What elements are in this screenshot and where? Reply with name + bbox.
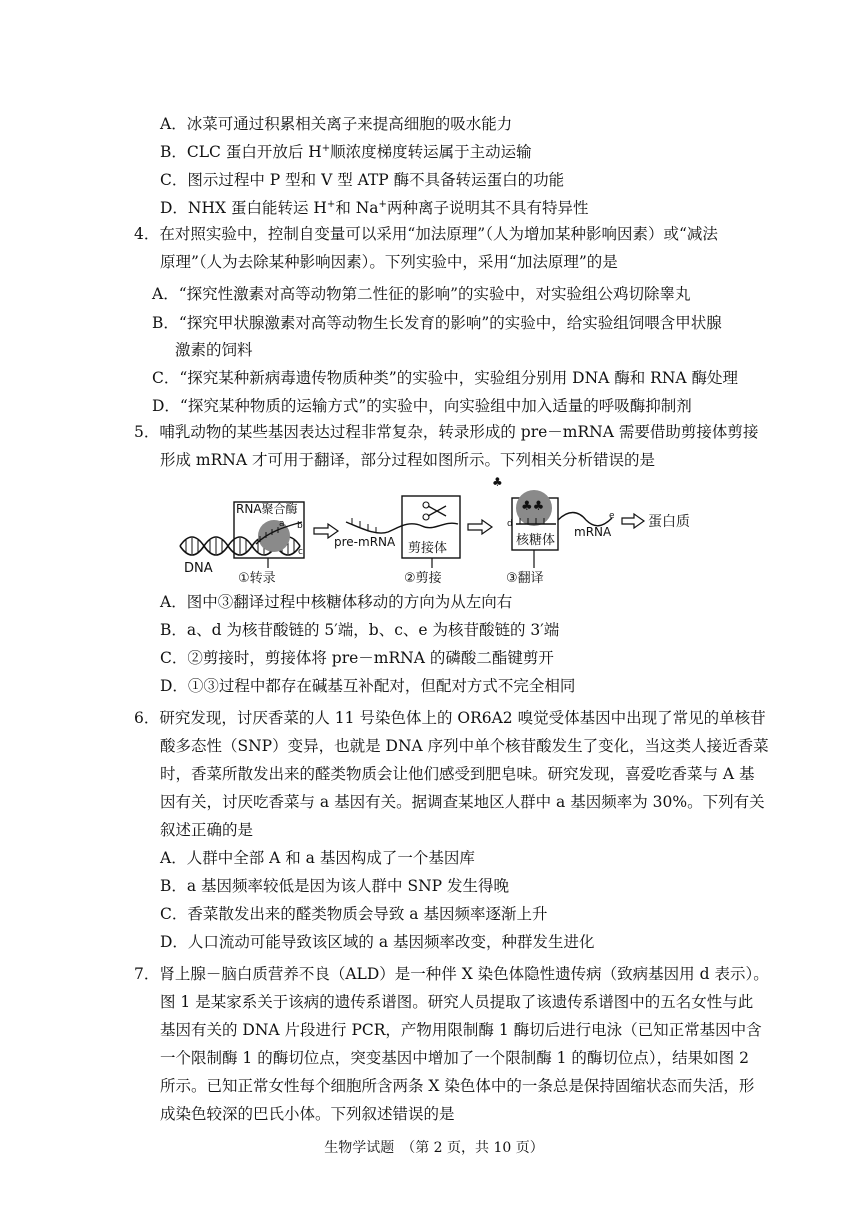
scissors-handle2-icon xyxy=(423,514,429,520)
q7-stem-line5: 所示。已知正常女性每个细胞所含两条 X 染色体中的一条总是保持固缩状态而失活，形 xyxy=(160,1077,755,1095)
q4-option-b-cont: 激素的饲料 xyxy=(175,341,253,359)
step1-label: ①转录 xyxy=(238,571,276,586)
q6-stem-line2: 酸多态性（SNP）变异，也就是 DNA 序列中单个核苷酸发生了变化，当这类人接近香菜 xyxy=(160,737,769,755)
q6-stem-line4: 因有关，讨厌吃香菜与 a 基因有关。据调查某地区人群中 a 基因频率为 30%。下列有关 xyxy=(160,793,765,811)
q5-option-c: C．②剪接时，剪接体将 pre－mRNA 的磷酸二酯键剪开 xyxy=(160,649,554,667)
q3-option-d: D．NHX 蛋白能转运 H+和 Na+两种离子说明其不具有特异性 xyxy=(160,198,589,217)
spliceosome-label: 剪接体 xyxy=(408,541,448,556)
q7-stem-line2: 图 1 是某家系关于该病的遗传系谱图。研究人员提取了该遗传系谱图中的五名女性与此 xyxy=(160,993,754,1011)
scissors-handle-icon xyxy=(423,502,429,508)
step2-label: ②剪接 xyxy=(404,571,442,586)
q6-stem-line3: 时，香菜所散发出来的醛类物质会让他们感受到肥皂味。研究发现，喜爱吃香菜与 A 基 xyxy=(160,765,755,783)
q5-option-b: B．a、d 为核苷酸链的 5′端，b、c、e 为核苷酸链的 3′端 xyxy=(160,621,560,639)
q4-option-a: A．“探究性激素对高等动物第二性征的影响”的实验中，对实验组公鸡切除睾丸 xyxy=(152,285,691,303)
q4-option-d: D．“探究某种物质的运输方式”的实验中，向实验组中加入适量的呼吸酶抑制剂 xyxy=(152,397,692,415)
q7-stem-line1: 7．肾上腺－脑白质营养不良（ALD）是一种伴 X 染色体隐性遗传病（致病基因用 d 表示）。 xyxy=(134,965,769,983)
trna-icon xyxy=(492,475,503,489)
q4-stem-line1: 4．在对照实验中，控制自变量可以采用“加法原理”（人为增加某种影响因素）或“减法 xyxy=(134,225,718,243)
protein-label: 蛋白质 xyxy=(648,514,690,530)
q6-stem-line5: 叙述正确的是 xyxy=(160,821,254,839)
q7-stem-line6: 成染色较深的巴氏小体。下列叙述错误的是 xyxy=(160,1105,455,1123)
q7-stem-line3: 基因有关的 DNA 片段进行 PCR，产物用限制酶 1 酶切后进行电泳（已知正常基因中含 xyxy=(160,1021,762,1039)
q7-stem-line4: 一个限制酶 1 的酶切位点，突变基因中增加了一个限制酶 1 的酶切位点），结果如图 2 xyxy=(160,1049,749,1067)
q5-stem-line2: 形成 mRNA 才可用于翻译，部分过程如图所示。下列相关分析错误的是 xyxy=(160,451,655,469)
rna-polymerase-label: RNA聚合酶 xyxy=(236,502,298,516)
q3-option-a: A．冰菜可通过积累相关离子来提高细胞的吸水能力 xyxy=(160,115,513,133)
pre-mrna-label: pre-mRNA xyxy=(334,535,396,549)
mrna-strand xyxy=(558,513,612,526)
ribosome-label: 核糖体 xyxy=(516,533,556,548)
q5-option-a: A．图中③翻译过程中核糖体移动的方向为从左向右 xyxy=(160,593,513,611)
scissors-icon xyxy=(428,506,446,516)
q6-stem-line1: 6．研究发现，讨厌香菜的人 11 号染色体上的 OR6A2 嗅觉受体基因中出现了常见的单核苷 xyxy=(134,709,766,727)
label-c: c xyxy=(298,547,303,557)
trna-symbol-icon: ♣ xyxy=(492,475,503,489)
q4-option-c: C．“探究某种新病毒遗传物质种类”的实验中，实验组分别用 DNA 酶和 RNA 酶处理 xyxy=(152,369,739,387)
rna-polymerase-blob xyxy=(258,520,290,552)
q6-option-b: B．a 基因频率较低是因为该人群中 SNP 发生得晚 xyxy=(160,877,510,895)
q4-option-b: B．“探究甲状腺激素对高等动物生长发育的影响”的实验中，给实验组饲喂含甲状腺 xyxy=(152,314,722,332)
label-a: a xyxy=(279,519,285,529)
step3-label: ③翻译 xyxy=(506,571,544,586)
label-d: d xyxy=(507,519,513,529)
q3-option-b: B．CLC 蛋白开放后 H+顺浓度梯度转运属于主动运输 xyxy=(160,142,532,161)
page-footer: 生物学试题 （第 2 页，共 10 页） xyxy=(324,1140,544,1156)
q5-option-d: D．①③过程中都存在碱基互补配对，但配对方式不完全相同 xyxy=(160,677,576,695)
label-b: b xyxy=(297,521,303,531)
q6-option-c: C．香菜散发出来的醛类物质会导致 a 基因频率逐渐上升 xyxy=(160,905,548,923)
q4-stem-line2: 原理”（人为去除某种影响因素）。下列实验中，采用“加法原理”的是 xyxy=(160,253,618,271)
gene-expression-diagram xyxy=(176,472,736,590)
label-e: e xyxy=(609,511,615,521)
q6-option-a: A．人群中全部 A 和 a 基因构成了一个基因库 xyxy=(160,849,475,867)
q3-option-c: C．图示过程中 P 型和 V 型 ATP 酶不具备转运蛋白的功能 xyxy=(160,171,565,189)
arrow-3-icon xyxy=(622,514,644,528)
q6-option-d: D．人口流动可能导致该区域的 a 基因频率改变，种群发生进化 xyxy=(160,933,595,951)
dna-label: DNA xyxy=(184,561,213,576)
q5-stem-line1: 5．哺乳动物的某些基因表达过程非常复杂，转录形成的 pre－mRNA 需要借助剪接体剪接 xyxy=(134,423,759,441)
arrow-2-icon xyxy=(468,520,492,534)
trna-pair-icon: ♣♣ xyxy=(521,499,545,514)
mrna-label: mRNA xyxy=(574,525,612,539)
